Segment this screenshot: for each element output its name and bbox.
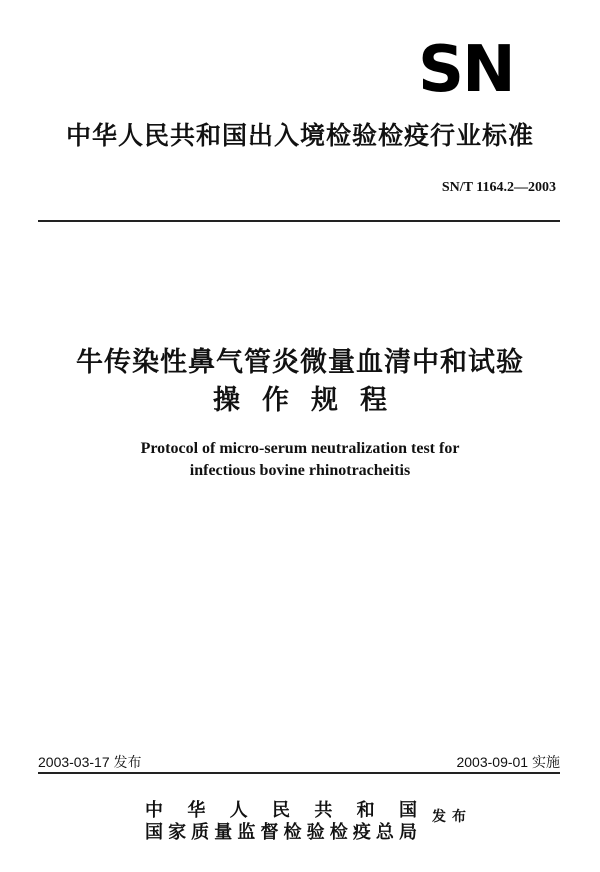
title-zh-line1: 牛传染性鼻气管炎微量血清中和试验 xyxy=(76,347,524,378)
issuer-line2: 国家质量监督检验检疫总局 xyxy=(145,822,417,843)
publish-label: 发布 xyxy=(432,809,472,825)
issue-date: 2003-03-17 发布 xyxy=(38,754,142,770)
implementation-date: 2003-09-01 实施 xyxy=(456,754,560,770)
title-en-line2: infectious bovine rhinotracheitis xyxy=(189,462,411,479)
sn-logo-text: SN xyxy=(418,33,514,107)
sn-logo xyxy=(418,33,522,107)
standard-number: SN/T 1164.2—2003 xyxy=(441,180,556,195)
title-zh-line2: 操作规程 xyxy=(213,385,409,416)
standard-category: 中华人民共和国出入境检验检疫行业标准 xyxy=(65,121,534,150)
top-divider xyxy=(38,220,560,222)
bottom-divider xyxy=(38,772,560,774)
title-en-line1: Protocol of micro-serum neutralization test for xyxy=(140,440,460,457)
issuer-line1: 中华人民共和国 xyxy=(145,800,417,821)
